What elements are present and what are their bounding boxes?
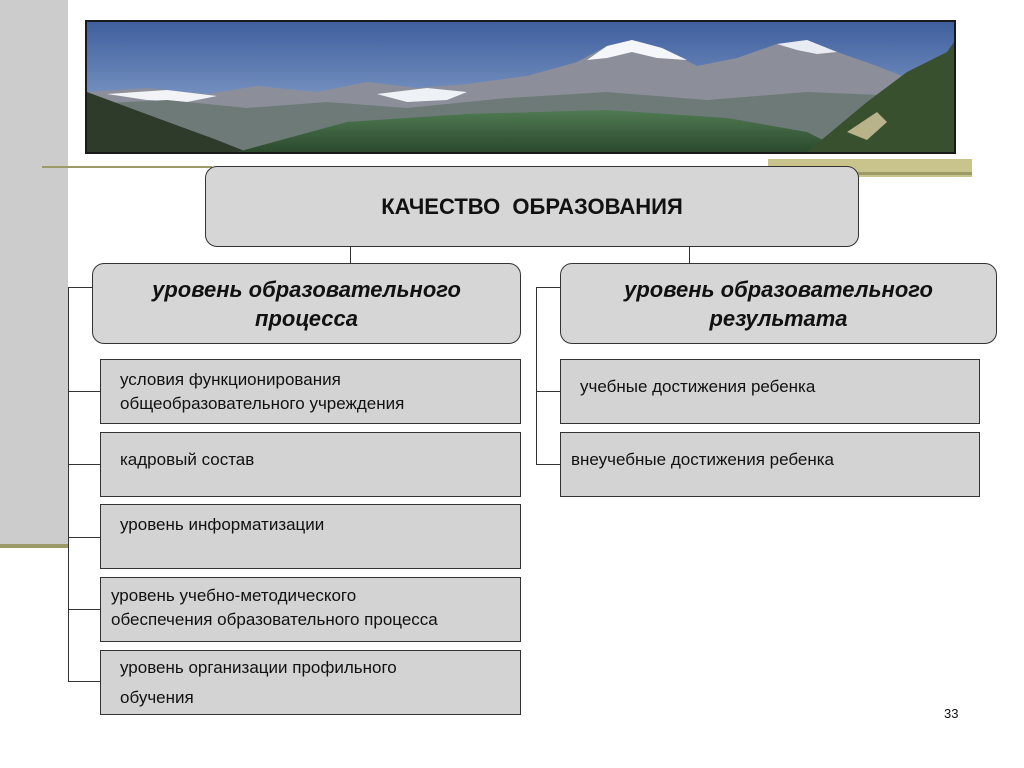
left-trunk-line [68,287,69,682]
level-result-line-1: уровень образовательного [624,276,933,302]
right-stub-1 [536,391,560,392]
connector-root-right [689,247,690,263]
item-methodical-support [100,577,521,642]
right-trunk-line [536,287,537,464]
item-text-line: уровень учебно-методического [111,586,357,605]
left-stub-3 [68,537,100,538]
level-node-process [92,263,521,344]
item-text-line: учебные достижения ребенка [580,377,816,396]
item-text-line: обучения [120,688,194,707]
left-stub-2 [68,464,100,465]
top-decor-line [42,166,212,168]
left-decor-band [0,0,68,545]
level-node-result [560,263,997,344]
page-number: 33 [944,706,959,721]
item-text-line: кадровый состав [120,450,255,469]
item-text-line: уровень информатизации [120,515,325,534]
item-informatization-level [100,504,521,569]
item-operating-conditions [100,359,521,424]
level-process-line-1: уровень образовательного [152,276,461,302]
item-extracurricular-achievements [560,432,980,497]
item-profile-education [100,650,521,715]
left-decor-line [0,544,68,548]
item-text-line: обеспечения образовательного процесса [111,610,438,629]
item-staff-composition [100,432,521,497]
root-label: КАЧЕСТВО ОБРАЗОВАНИЯ [381,193,683,219]
item-text-line: условия функционирования [120,370,341,389]
root-node-quality-of-education [205,166,859,247]
right-stub-level [536,287,560,288]
left-stub-5 [68,681,100,682]
left-stub-level [68,287,92,288]
right-stub-2 [536,464,560,465]
item-text-line: общеобразовательного учреждения [120,394,405,413]
connector-root-left [350,247,351,263]
mountain-photo [85,20,956,154]
left-stub-1 [68,391,100,392]
level-result-line-2: результата [709,305,848,331]
level-process-line-2: процесса [255,305,358,331]
item-text-line: внеучебные достижения ребенка [571,450,834,469]
item-academic-achievements [560,359,980,424]
left-stub-4 [68,609,100,610]
item-text-line: уровень организации профильного [120,658,397,677]
